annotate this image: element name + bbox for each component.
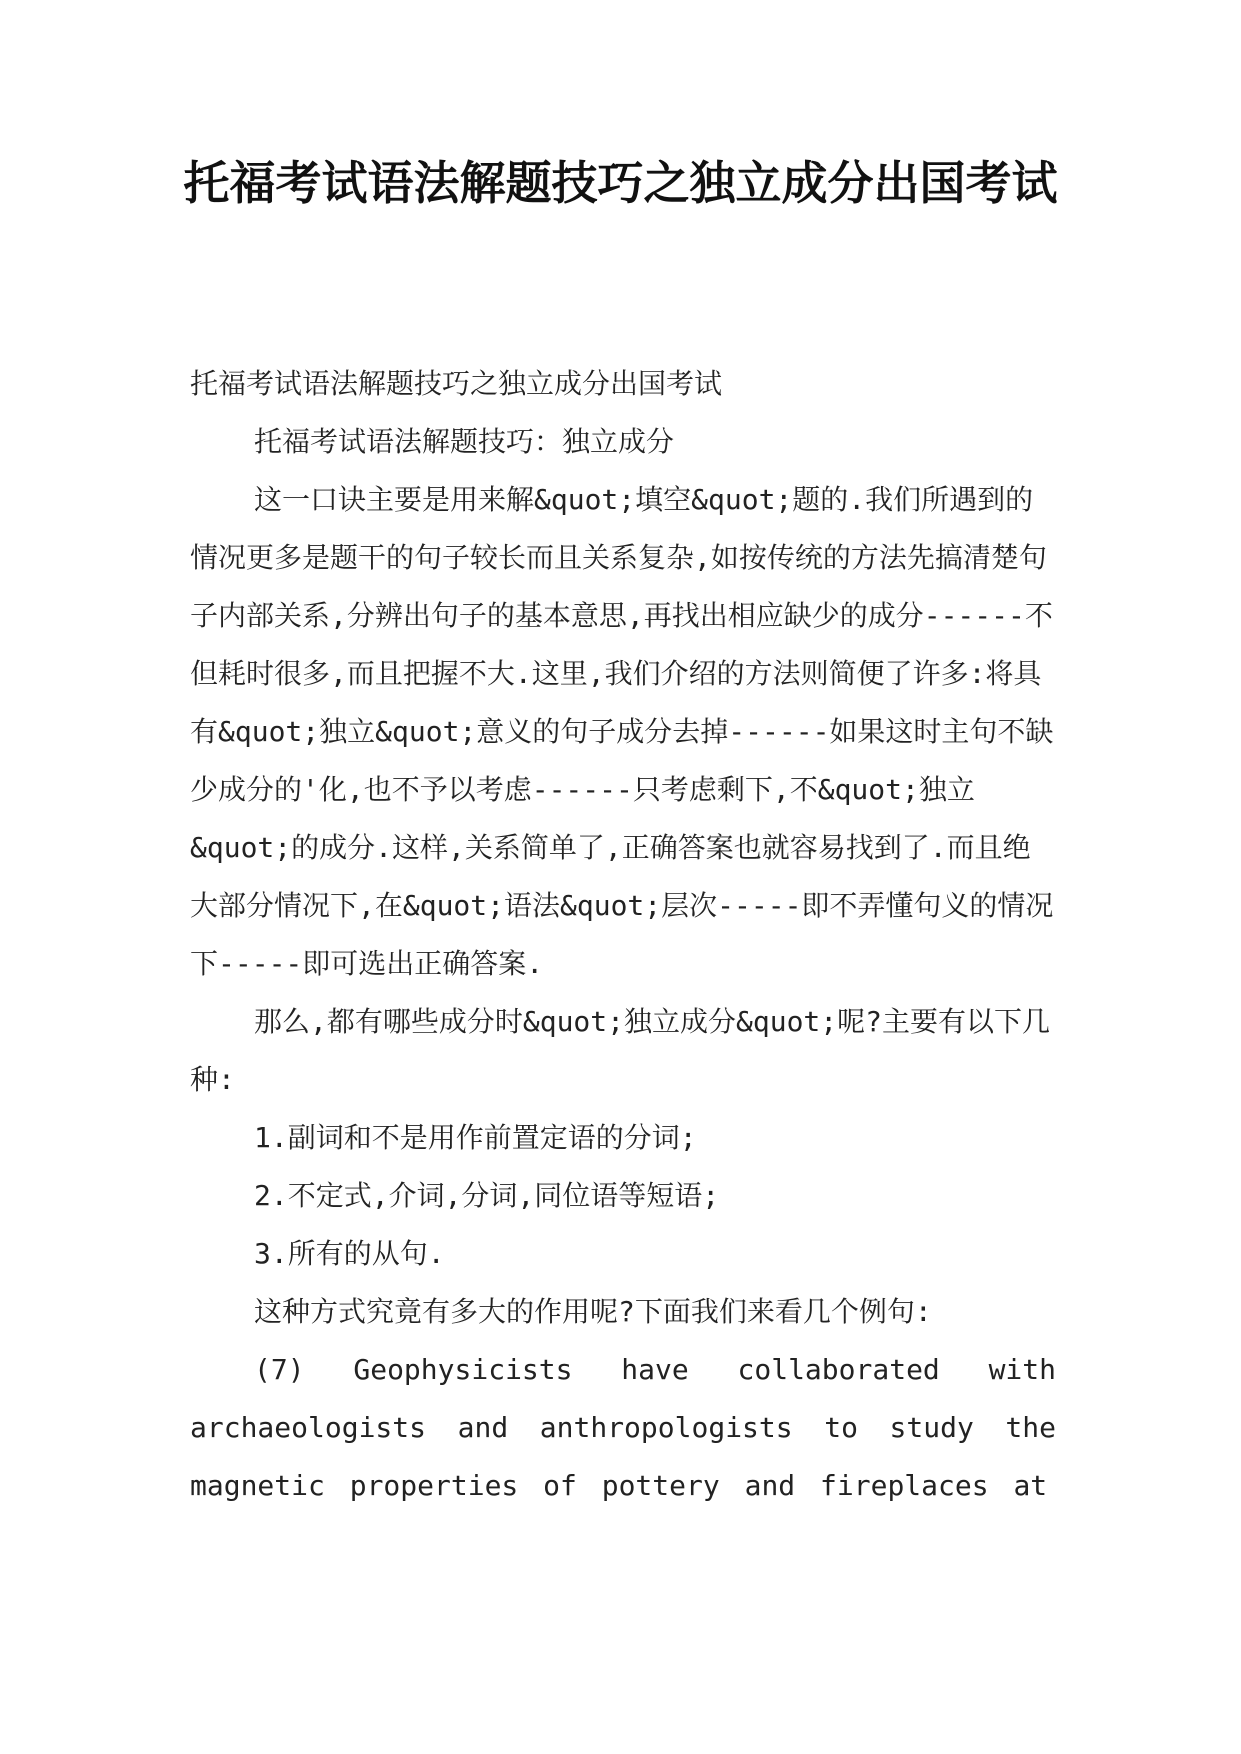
document-body: [190, 355, 1056, 1515]
example-sentence: (7) Geophysicists have collaborated with archaeologists and anthropologists to study the magnetic properties of pottery and fireplaces at: [190, 1353, 1056, 1502]
subtitle-line: 托福考试语法解题技巧之独立成分出国考试: [190, 367, 723, 400]
section-heading: 托福考试语法解题技巧：独立成分: [254, 425, 675, 458]
list-item: 3.所有的从句.: [254, 1237, 445, 1270]
paragraph-intro: 这一口诀主要是用来解&quot;填空&quot;题的.我们所遇到的情况更多是题干的句子较长而且关系复杂,如按传统的方法先搞清楚句子内部关系,分辨出句子的基本意思,再找出相应缺少的成分------不但耗时很多,而且把握不大.这里,我们介绍的方法则简便了许多:将具有&quot;独立&quot;意义的句子成分去掉------如果这时主句不缺少成分的'化,也不予以考虑------只考虑剩下,不&quot;独立&quot;的成分.这样,关系简单了,正确答案也就容易找到了.而且绝大部分情况下,在&quot;语法&quot;层次-----即不弄懂句义的情况下-----即可选出正确答案.: [190, 483, 1054, 980]
paragraph-examples-intro: 这种方式究竟有多大的作用呢?下面我们来看几个例句:: [254, 1295, 932, 1328]
list-item: 2.不定式,介词,分词,同位语等短语;: [254, 1179, 720, 1212]
paragraph-question: 那么,都有哪些成分时&quot;独立成分&quot;呢?主要有以下几种:: [190, 1005, 1051, 1096]
list-item: 1.副词和不是用作前置定语的分词;: [254, 1121, 697, 1154]
document-title: 托福考试语法解题技巧之独立成分出国考试: [183, 156, 1058, 210]
